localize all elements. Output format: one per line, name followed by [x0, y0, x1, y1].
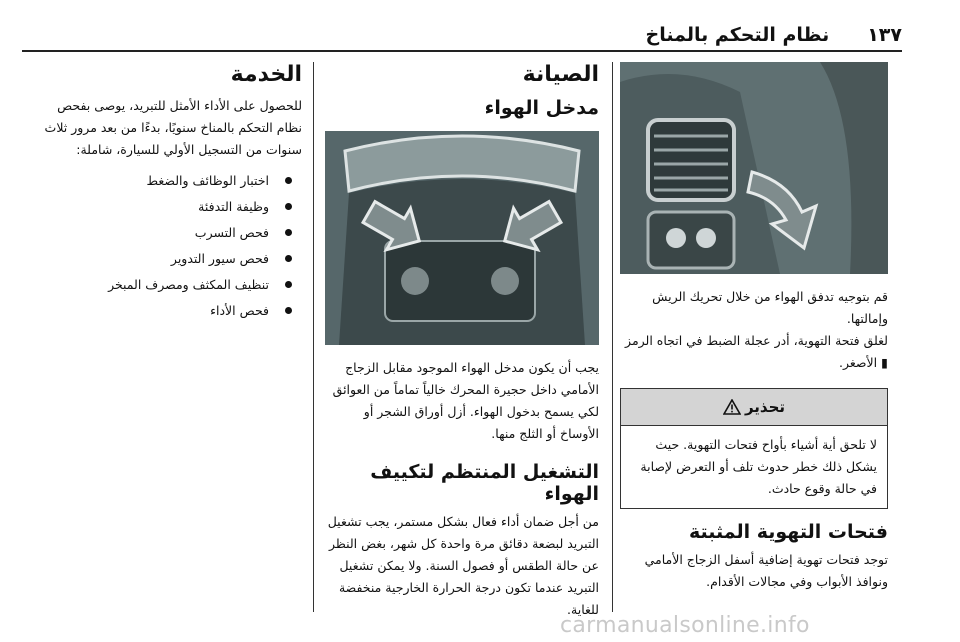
middle-column — [325, 62, 599, 621]
bullet-icon — [285, 229, 292, 236]
list-item: فحص التسرب — [32, 219, 302, 245]
warning-header — [621, 389, 887, 426]
service-checklist — [32, 167, 302, 323]
bullet-icon — [285, 203, 292, 210]
fixed-vents-heading: فتحات التهوية المثبتة — [688, 521, 888, 543]
ac-heading: التشغيل المنتظم لتكييف الهواء — [370, 461, 599, 505]
vent-direction-text: قم بتوجيه تدفق الهواء من خلال تحريك الريش وإمالتها. — [652, 289, 888, 326]
air-inlet-heading: مدخل الهواء — [484, 97, 599, 119]
column-divider — [612, 62, 613, 612]
warning-body: لا تلحق أية أشياء بأواح فتحات التهوية. حيث يشكل ذلك خطر حدوث تلف أو التعرض لإصابة في حالة وقوع حادث. — [640, 437, 877, 496]
vent-illustration — [620, 62, 888, 274]
warning-box — [620, 388, 888, 509]
engine-bay-photo — [325, 131, 599, 345]
warning-title: تحذير — [744, 398, 786, 416]
list-item: تنظيف المكثف ومصرف المبخر — [32, 271, 302, 297]
page-header — [22, 22, 902, 48]
list-item: فحص الأداء — [32, 297, 302, 323]
bullet-icon — [285, 177, 292, 184]
column-divider — [313, 62, 314, 612]
bullet-icon — [285, 307, 292, 314]
section-title: الصيانة — [522, 62, 599, 87]
bullet-icon — [285, 281, 292, 288]
service-heading: الخدمة — [230, 62, 302, 87]
list-item: اختبار الوظائف والضغط — [32, 167, 302, 193]
air-inlet-text: يجب أن يكون مدخل الهواء الموجود مقابل الزجاج الأمامي داخل حجيرة المحرك خالياً تماماً من العوائق لكي يسمح بدخول الهواء. أزل أوراق الشجر أو الأوساخ أو الثلج منها. — [332, 360, 599, 441]
list-item: فحص سيور التدوير — [32, 245, 302, 271]
fixed-vents-text: توجد فتحات تهوية إضافية أسفل الزجاج الأمامي ونوافذ الأبواب وفي مجالات الأقدام. — [644, 552, 888, 589]
ac-text: من أجل ضمان أداء فعال بشكل مستمر، يجب تشغيل التبريد لبضعة دقائق مرة واحدة كل شهر، بغض النظر عن حالة الطقس أو فصول السنة. ولا يمكن تشغيل التبريد عندما تكون درجة الحرارة الخارجية منخفضة للغاية. — [327, 514, 599, 617]
bullet-icon — [285, 255, 292, 262]
service-intro: للحصول على الأداء الأمثل للتبريد، يوصى بفحص نظام التحكم بالمناخ سنويًا، بدءًا من بعد مرور ثلاث سنوات من التسجيل الأولي للسيارة، شاملة: — [44, 98, 302, 157]
page-number: ١٣٧ — [867, 24, 902, 46]
vent-close-text: لغلق فتحة التهوية، أدر عجلة الضبط في اتجاه الرمز ▮ الأصغر. — [625, 333, 888, 370]
page-title: نظام التحكم بالمناخ — [645, 24, 830, 46]
warning-triangle-icon — [723, 399, 741, 415]
right-column — [620, 62, 888, 593]
engine-bay-illustration — [325, 131, 599, 345]
vent-photo — [620, 62, 888, 274]
left-column — [32, 62, 302, 323]
watermark: carmanualsonline.info — [560, 613, 810, 638]
list-item: وظيفة التدفئة — [32, 193, 302, 219]
header-rule — [22, 50, 902, 52]
